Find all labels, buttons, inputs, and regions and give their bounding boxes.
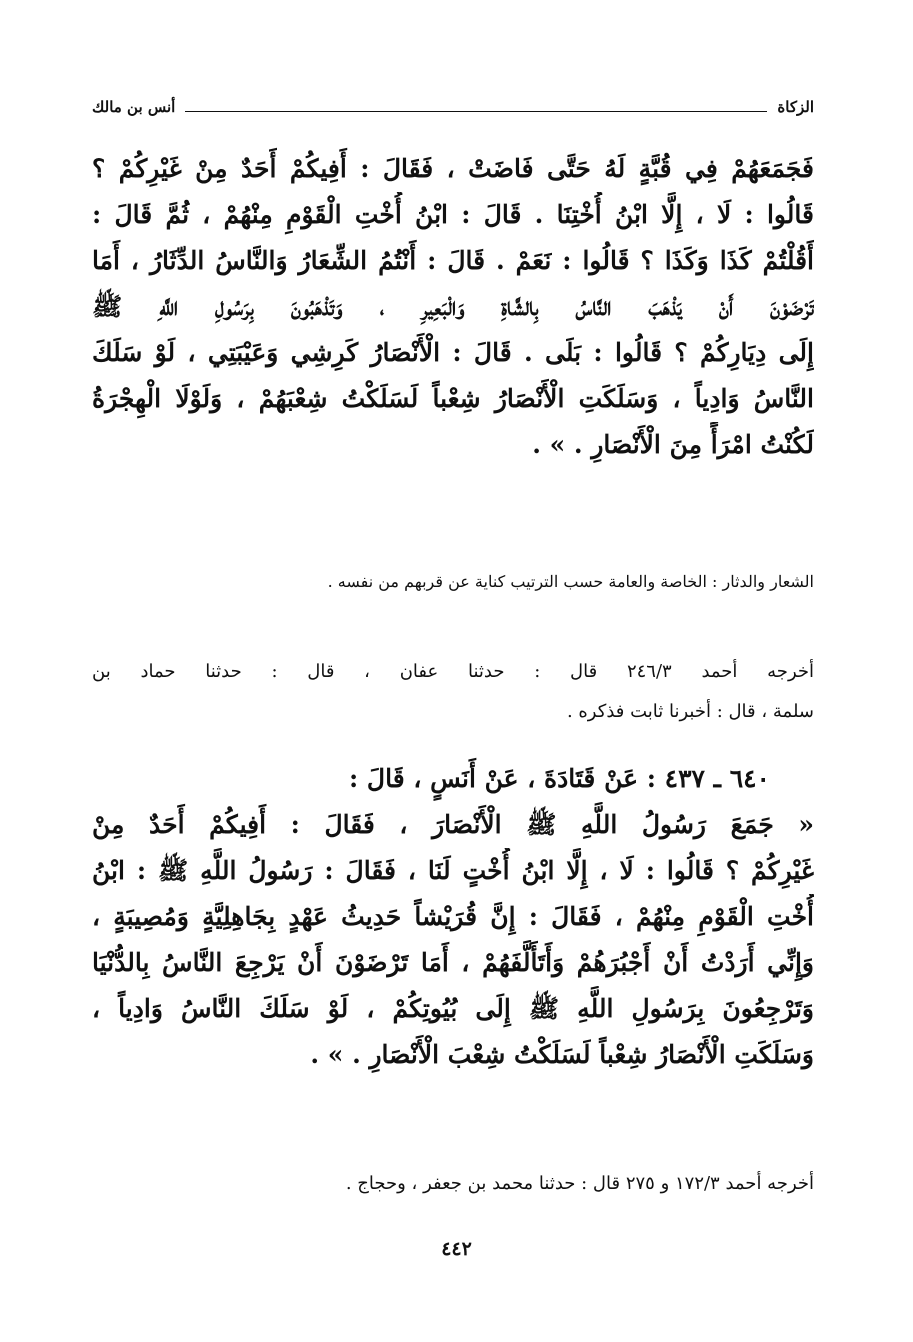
text-line: أَقُلْتُمْ كَذَا وَكَذَا ؟ قَالُوا : نَعَمْ . قَالَ : أَنْتُمُ الشِّعَارُ وَالنَّاسُ الدِّثَارُ ، أَمَا — [92, 246, 814, 275]
text-line: تَرْضَوْنَ أَنْ يَذْهَبَ النَّاسُ بِالشَّاةِ وَالْبَعِيرِ ، وَتَذْهَبُونَ بِرَسُولِ اللَّهِ ﷺ — [92, 292, 814, 321]
text-line: فَجَمَعَهُمْ فِي قُبَّةٍ لَهُ حَتَّى فَاضَتْ ، فَقَالَ : أَفِيكُمْ أَحَدٌ مِنْ غَيْرِكُمْ ؟ — [92, 154, 814, 183]
takhrij-line: سلمة ، قال : أخبرنا ثابت فذكره . — [566, 701, 814, 722]
text-line: إِلَى دِيَارِكُمْ ؟ قَالُوا : بَلَى . قَالَ : الْأَنْصَارُ كَرِشِي وَعَيْبَتِي ، لَوْ سَلَكَ — [92, 338, 814, 367]
running-header — [92, 94, 814, 120]
text-line: وَتَرْجِعُونَ بِرَسُولِ اللَّهِ ﷺ إِلَى بُيُوتِكُمْ ، لَوْ سَلَكَ النَّاسُ وَادِياً ، — [92, 994, 814, 1023]
hadith-heading: ٦٤٠ ـ ٤٣٧ : عَنْ قَتَادَةَ ، عَنْ أَنَسٍ ، قَالَ : — [348, 764, 770, 793]
text-line: لَكُنْتُ امْرَأً مِنَ الْأَنْصَارِ . » . — [532, 430, 814, 459]
hadith-640 — [92, 756, 814, 1078]
text-line: وَسَلَكَتِ الْأَنْصَارُ شِعْباً لَسَلَكْتُ شِعْبَ الْأَنْصَارِ . » . — [310, 1040, 814, 1069]
takhrij-note-1 — [92, 652, 814, 732]
text-line: غَيْرِكُمْ ؟ قَالُوا : لَا ، إِلَّا ابْنُ أُخْتٍ لَنَا ، فَقَالَ : رَسُولُ اللَّهِ ﷺ : ابْنُ — [92, 856, 814, 885]
header-rule — [185, 111, 767, 112]
page-number: ٤٤٢ — [441, 1238, 472, 1260]
hadith-text-continuation — [92, 146, 814, 468]
text-line: وَإِنِّي أَرَدْتُ أَنْ أَجْبُرَهُمْ وَأَتَأَلَّفَهُمْ ، أَمَا تَرْضَوْنَ أَنْ يَرْجِعَ النَّاسُ بِالدُّنْيَا — [92, 948, 814, 977]
takhrij-line: أخرجه أحمد ١٧٢/٣ و ٢٧٥ قال : حدثنا محمد بن جعفر ، وحجاج . — [345, 1173, 814, 1194]
text-line: أُخْتِ الْقَوْمِ مِنْهُمْ ، فَقَالَ : إِنَّ قُرَيْشاً حَدِيثُ عَهْدٍ بِجَاهِلِيَّةٍ وَمُصِيبَةٍ ، — [92, 902, 814, 931]
takhrij-note-2 — [92, 1164, 814, 1204]
footnote-glossary — [92, 562, 814, 602]
text-line: « جَمَعَ رَسُولُ اللَّهِ ﷺ الْأَنْصَارَ ، فَقَالَ : أَفِيكُمْ أَحَدٌ مِنْ — [92, 810, 814, 839]
text-line: النَّاسُ وَادِياً ، وَسَلَكَتِ الْأَنْصَارُ شِعْباً لَسَلَكْتُ شِعْبَهُمْ ، وَلَوْلَا الْهِجْرَةُ — [92, 384, 814, 413]
footnote-line: الشعار والدثار : الخاصة والعامة حسب الترتيب كناية عن قربهم من نفسه . — [327, 572, 814, 591]
chapter-title: الزكاة — [777, 98, 814, 116]
takhrij-line: أخرجه أحمد ٢٤٦/٣ قال : حدثنا عفان ، قال : حدثنا حماد بن — [92, 661, 814, 682]
author-title: أنس بن مالك — [92, 98, 176, 116]
text-line: قَالُوا : لَا ، إِلَّا ابْنُ أُخْتِنَا . قَالَ : ابْنُ أُخْتِ الْقَوْمِ مِنْهُمْ ، ثُمَّ قَالَ : — [92, 200, 814, 229]
